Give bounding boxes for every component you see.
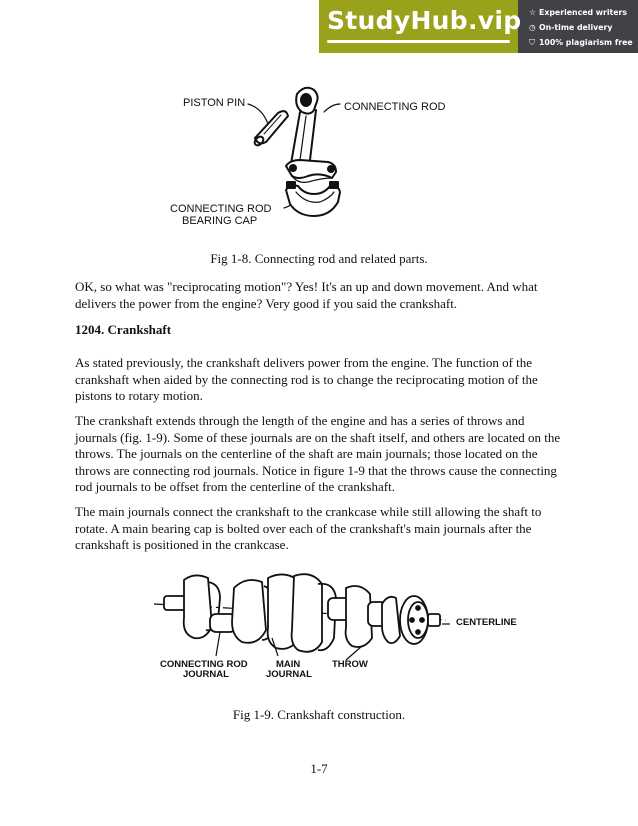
paragraph-reciprocating: OK, so what was "reciprocating motion"? Yes! It's an up and down movement. And what delivers the power from the engine? Very good if you said the crankshaft. (75, 279, 538, 311)
section-heading: 1204. Crankshaft (75, 322, 172, 337)
star-icon: ☆ (529, 8, 536, 17)
clock-icon: ◷ (529, 23, 536, 32)
feature-item (529, 5, 638, 20)
feature-item (529, 20, 638, 35)
bearing-cap-label-line1: CONNECTING ROD (170, 203, 272, 215)
feature-text: On-time delivery (539, 23, 613, 32)
main-journal-label-line1: MAIN (276, 659, 301, 670)
connecting-rod-label: CONNECTING ROD (344, 101, 446, 113)
paragraph-throws-journals: The crankshaft extends through the length of the engine and has a series of throws and journals (fig. 1-9). Some of these journals are on the shaft itself, and others are located on the throws. The journals on the centerline of the shaft are main journals; those located on the throws are connecting rod journals. Notice in figure 1-9 that the throws cause the connecting rod journals to be offset from the centerline of the crankshaft. (75, 413, 561, 494)
brand-name: StudyHub.vip (327, 6, 522, 35)
rod-journal-label-line1: CONNECTING ROD (160, 659, 248, 670)
ad-banner[interactable] (319, 0, 638, 53)
feature-list (518, 0, 638, 53)
page-number: 1-7 (310, 761, 328, 776)
brand-underline (327, 40, 510, 43)
figure-1-9-caption: Fig 1-9. Crankshaft construction. (232, 707, 406, 722)
bearing-cap-label-line2: BEARING CAP (182, 215, 258, 227)
piston-pin-label: PISTON PIN (183, 97, 246, 109)
centerline-label: CENTERLINE (456, 617, 517, 628)
throw-label: THROW (332, 659, 368, 670)
brand-logo[interactable] (319, 0, 522, 53)
feature-text: 100% plagiarism free (539, 38, 633, 47)
figure-1-8-caption: Fig 1-8. Connecting rod and related parts. (210, 251, 428, 266)
feature-text: Experienced writers (539, 8, 628, 17)
shield-icon: ⛉ (529, 38, 535, 47)
crankshaft-illustration (150, 568, 450, 668)
main-journal-label-line2: JOURNAL (266, 669, 312, 680)
paragraph-main-journals: The main journals connect the crankshaft to the crankcase while still allowing the shaft to rotate. A main bearing cap is bolted over each of the crankshaft's main journals after the crankshaft is positioned in the crankcase. (75, 504, 542, 552)
feature-item (529, 35, 638, 50)
crankshaft-figure (150, 568, 450, 668)
paragraph-crankshaft-function: As stated previously, the crankshaft delivers power from the engine. The function of the crankshaft when aided by the connecting rod is to change the reciprocating motion of the pistons to rotary motion. (75, 355, 538, 403)
rod-journal-label-line2: JOURNAL (183, 669, 229, 680)
